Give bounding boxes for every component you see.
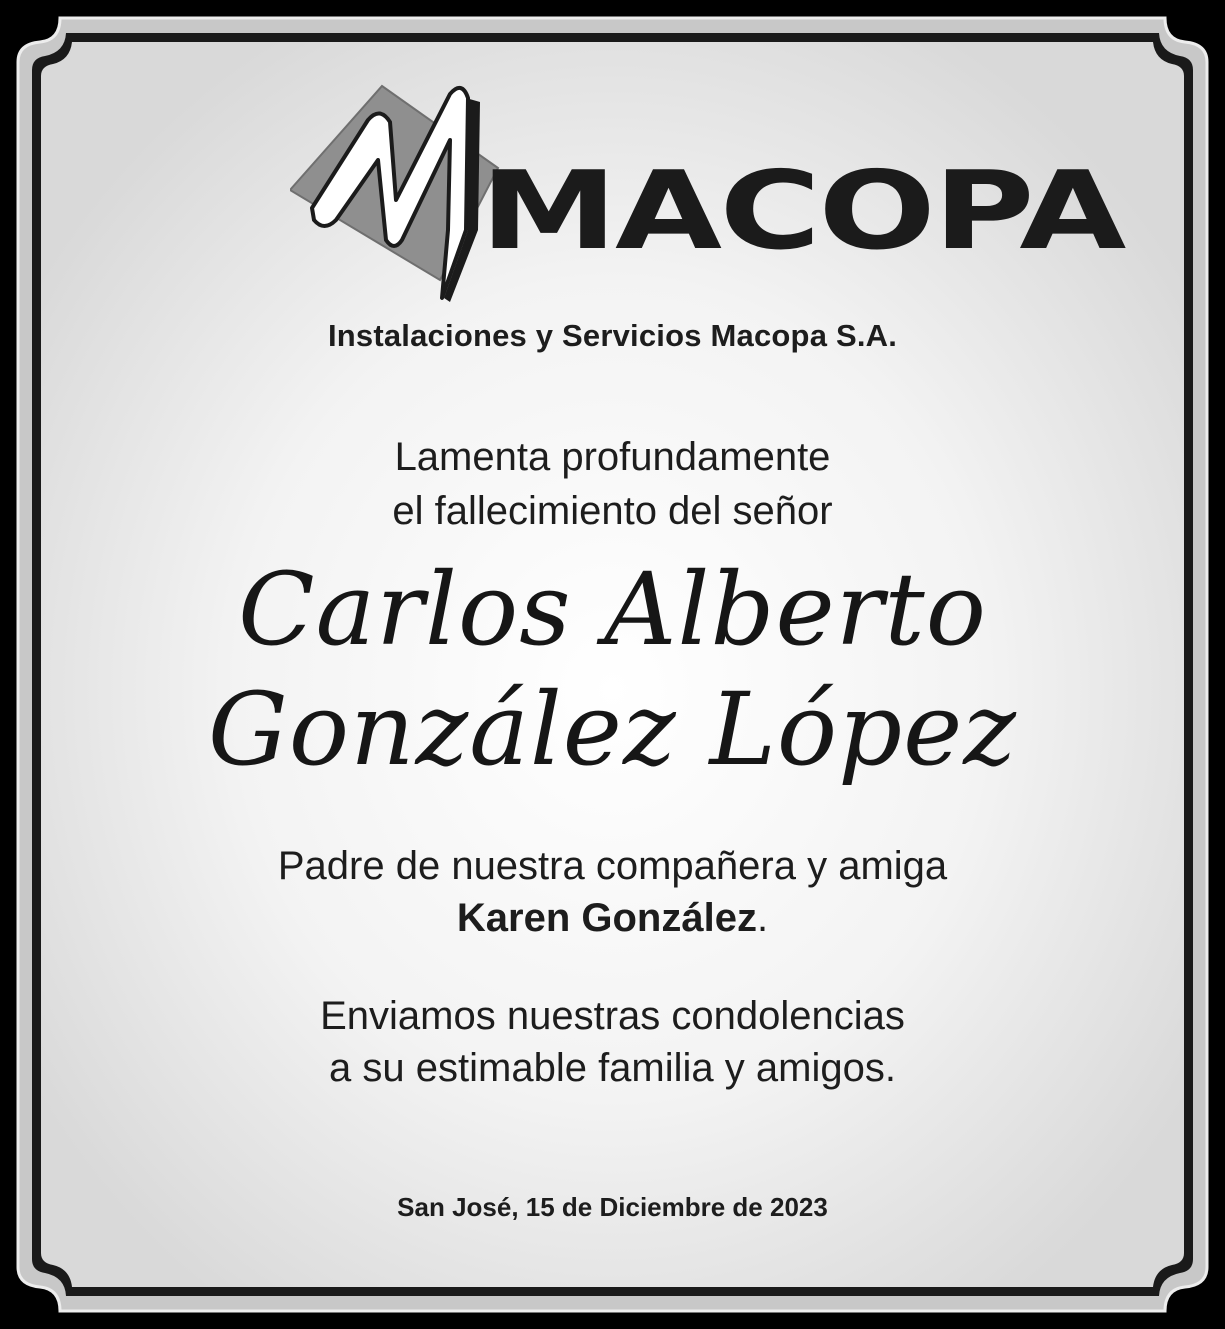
condolences-line-1: Enviamos nuestras condolencias xyxy=(320,994,905,1038)
relation-suffix: . xyxy=(756,896,769,940)
relation-line-1: Padre de nuestra compañera y amiga xyxy=(277,844,948,888)
deceased-name-line-2: González López xyxy=(208,671,1017,788)
relation-text xyxy=(70,840,1155,944)
relative-name: Karen González xyxy=(456,896,757,940)
place-and-date: San José, 15 de Diciembre de 2023 xyxy=(397,1192,828,1222)
intro-text xyxy=(70,430,1155,538)
logo-wordmark: MACOPA xyxy=(480,149,1124,274)
notice-content xyxy=(70,60,1155,1280)
deceased-name xyxy=(70,550,1155,790)
relation-line-2 xyxy=(70,892,1155,944)
condolences-text xyxy=(70,990,1155,1094)
intro-line-1: Lamenta profundamente xyxy=(394,435,831,479)
company-name: Instalaciones y Servicios Macopa S.A. xyxy=(327,318,898,353)
intro-line-2: el fallecimiento del señor xyxy=(392,489,833,533)
condolences-line-2: a su estimable familia y amigos. xyxy=(329,1046,896,1090)
macopa-logo xyxy=(290,80,1124,305)
deceased-name-line-1: Carlos Alberto xyxy=(238,551,987,668)
